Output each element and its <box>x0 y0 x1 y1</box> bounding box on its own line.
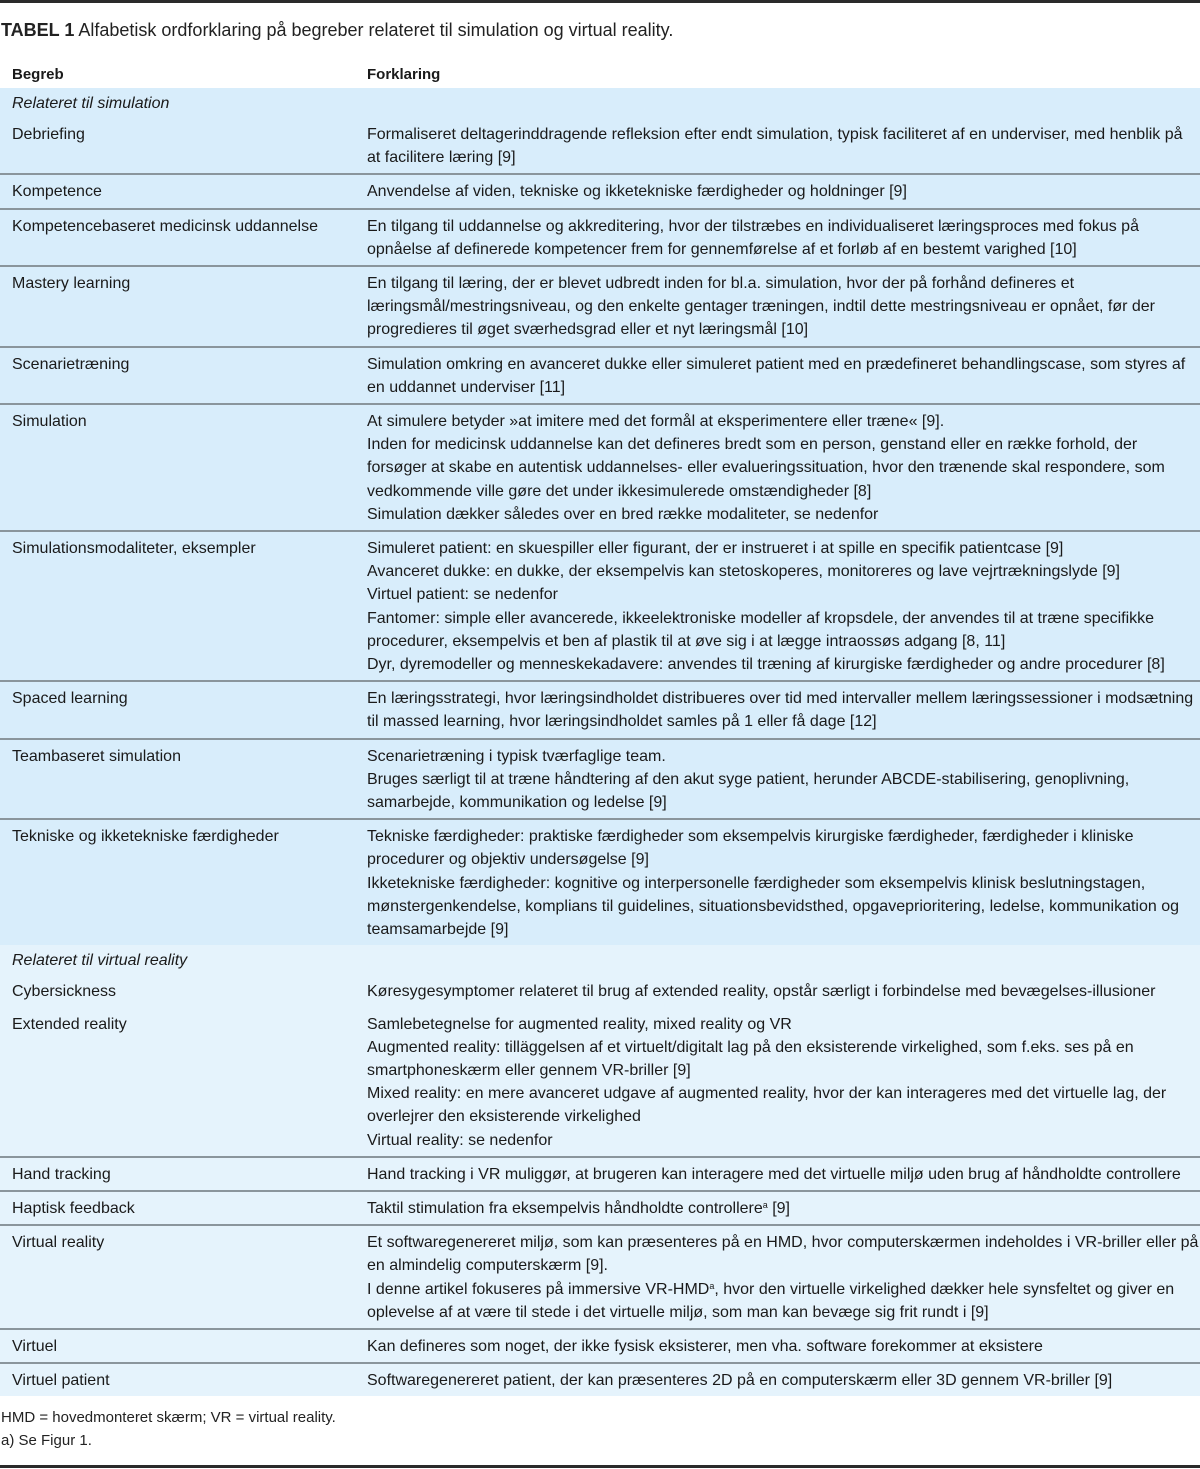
term-cell: Virtuel patient <box>12 1372 110 1390</box>
table-row-virtuel-patient <box>0 1362 1200 1396</box>
section-simulation <box>0 88 1200 945</box>
table-row-haptisk-feedback <box>0 1190 1200 1224</box>
table-row-hand-tracking <box>0 1156 1200 1190</box>
definition-cell <box>367 1369 1199 1392</box>
definition-line: Anvendelse af viden, tekniske og ikketekniske færdigheder og holdninger [9] <box>367 183 907 201</box>
definition-line: Augmented reality: tilläggelsen af et virtuelt/digitalt lag på den eksisterende virkelighed, som f.eks. ses på en smartphoneskærm eller gennem VR-briller [9] <box>367 1038 1134 1079</box>
definition-line: Scenarietræning i typisk tværfaglige team. <box>367 747 666 765</box>
definition-cell <box>367 1231 1199 1324</box>
term-cell: Virtual reality <box>12 1234 105 1252</box>
definition-line: Simulation omkring en avanceret dukke eller simuleret patient med en prædefineret behandlingscase, som styres af en uddannet underviser [11] <box>367 355 1186 396</box>
table-number: TABEL 1 <box>1 20 75 40</box>
footnote-a: a) Se Figur 1. <box>1 1432 92 1449</box>
term-cell: Haptisk feedback <box>12 1199 135 1217</box>
table-row-spaced-learning <box>0 680 1200 737</box>
footnote-marker: a <box>709 1280 715 1291</box>
definition-cell <box>367 825 1199 941</box>
table-footnotes <box>1 1406 336 1452</box>
section-virtual-reality <box>0 945 1200 1396</box>
definition-line: Tekniske færdigheder: praktiske færdigheder som eksempelvis kirurgiske færdigheder, færdigheder i kliniske procedurer og objektiv undersøgelse [9] <box>367 828 1134 869</box>
definition-cell <box>367 745 1199 815</box>
abbreviations-note: HMD = hovedmonteret skærm; VR = virtual reality. <box>1 1409 336 1426</box>
definition-line: Simuleret patient: en skuespiller eller figurant, der er instrueret i at spille en specifik patientcase [9] <box>367 540 1064 558</box>
definition-line: Kan defineres som noget, der ikke fysisk eksisterer, men vha. software forekommer at eksistere <box>367 1337 1043 1355</box>
definition-line: At simulere betyder »at imitere med det formål at eksperimentere eller træne« [9]. <box>367 413 945 431</box>
section-label: Relateret til virtual reality <box>12 952 188 970</box>
definition-line: Virtuel patient: se nedenfor <box>367 586 558 604</box>
table-title: Alfabetisk ordforklaring på begreber relateret til simulation og virtual reality. <box>78 20 674 40</box>
table-header-row <box>0 62 1200 88</box>
definition-text: I denne artikel fokuseres på immersive VR-HMD <box>367 1280 710 1298</box>
table-row-kompetence <box>0 173 1200 207</box>
definition-line: Mixed reality: en mere avanceret udgave af augmented reality, hvor der kan interageres med det virtuelle lag, der overlejrer den eksisterende virkelighed <box>367 1085 1167 1126</box>
definition-line: Formaliseret deltagerinddragende refleksion efter endt simulation, typisk faciliteret af en underviser, med henblik på at facilitere læring [9] <box>367 126 1183 167</box>
definition-line: Et softwaregenereret miljø, som kan præsenteres på en HMD, hvor computerskærmen indeholdes i VR-briller eller på en almindelig computerskærm [9]. <box>367 1234 1199 1275</box>
term-cell: Tekniske og ikketekniske færdigheder <box>12 828 279 846</box>
term-cell: Debriefing <box>12 126 85 143</box>
definition-line: En læringsstrategi, hvor læringsindholdet distribueres over tid med intervaller mellem læringssessioner i modsætning til massed learning, hvor læringsindholdet samles på 1 eller få dage [12] <box>367 690 1194 731</box>
top-rule <box>0 0 1200 3</box>
definition-cell <box>367 1163 1199 1186</box>
term-cell: Scenarietræning <box>12 355 130 373</box>
table-row-simulationsmodaliteter <box>0 530 1200 680</box>
table-row-mastery-learning <box>0 265 1200 346</box>
table-row-simulation <box>0 403 1200 530</box>
table-row-cybersickness <box>0 975 1200 1007</box>
header-term: Begreb <box>12 66 64 83</box>
section-label: Relateret til simulation <box>12 95 170 112</box>
definition-line: Hand tracking i VR muliggør, at brugeren kan interagere med det virtuelle miljø uden brug af håndholdte controllere <box>367 1165 1181 1183</box>
definition-cell <box>367 1197 1199 1220</box>
term-cell: Kompetencebaseret medicinsk uddannelse <box>12 217 318 235</box>
footnote-marker: a <box>762 1199 768 1210</box>
header-explanation: Forklaring <box>367 66 441 83</box>
bottom-rule <box>0 1465 1200 1468</box>
definition-text: Taktil stimulation fra eksempelvis håndholdte controllere <box>367 1199 763 1217</box>
term-cell: Teambaseret simulation <box>12 747 181 765</box>
definition-text: , hvor den virtuelle virkelighed dækker hele synsfeltet og giver en oplevelse af at være til stede i det virtuelle miljø, som man kan bevæge sig frit rundt i [9] <box>367 1280 1175 1321</box>
term-cell: Simulationsmodaliteter, eksempler <box>12 540 256 558</box>
term-cell: Extended reality <box>12 1015 127 1033</box>
definition-line: Samlebetegnelse for augmented reality, mixed reality og VR <box>367 1015 792 1033</box>
definition-cell <box>367 537 1199 676</box>
definition-line: Fantomer: simple eller avancerede, ikkeelektroniske modeller af kropsdele, der anvendes til at træne specifikke procedurer, eksempelvis et ben af plastik til at øve sig i at lægge intraossøs adgang [8, 11] <box>367 609 1155 650</box>
glossary-table <box>0 62 1200 1396</box>
table-row-virtuel <box>0 1328 1200 1362</box>
definition-cell <box>367 410 1199 526</box>
table-row-scenarietraening <box>0 346 1200 403</box>
definition-line: Inden for medicinsk uddannelse kan det defineres bredt som en person, genstand eller en række forhold, der forsøger at skabe en autentisk uddannelses- eller evalueringssituation, hvor den trænende skal respondere, som vedkommende ville gøre det under ikkesimulerede omstændigheder [8] <box>367 436 1165 500</box>
table-row-virtual-reality <box>0 1224 1200 1328</box>
definition-cell <box>367 687 1199 733</box>
definition-line: Virtual reality: se nedenfor <box>367 1131 553 1149</box>
definition-cell <box>367 353 1199 399</box>
term-cell: Kompetence <box>12 183 102 201</box>
definition-line <box>367 1278 1199 1324</box>
table-row-extended-reality <box>0 1008 1200 1156</box>
definition-cell <box>367 1013 1199 1152</box>
table-row-teambaseret-simulation <box>0 738 1200 819</box>
definition-cell <box>367 123 1199 169</box>
table-row-debriefing <box>0 118 1200 173</box>
definition-line: Avanceret dukke: en dukke, der eksempelvis kan stetoskoperes, monitoreres og lave vejrtrækningslyde [9] <box>367 563 1120 581</box>
definition-line <box>367 1197 1199 1220</box>
definition-cell <box>367 1335 1199 1358</box>
table-row-kompetencebaseret <box>0 208 1200 265</box>
citation: [9] <box>767 1199 790 1217</box>
definition-line: En tilgang til læring, der er blevet udbredt inden for bl.a. simulation, hvor der på forhånd defineres et læringsmål/mestringsniveau, og den enkelte gentager træningen, indtil dette mestringsniveau er opnået, før der progredieres til øget sværhedsgrad eller et nyt læringsmål [10] <box>367 275 1155 339</box>
definition-line: Køresygesymptomer relateret til brug af extended reality, opstår særligt i forbindelse med bevægelses-illusioner <box>367 983 1156 1001</box>
definition-line: Ikketekniske færdigheder: kognitive og interpersonelle færdigheder som eksempelvis klinisk beslutningstagen, mønstergenkendelse, komplians til guidelines, situationsbevidsthed, opgaveprioritering, ledelse, kommunikation og teamsamarbejde [9] <box>367 874 1180 939</box>
definition-line: Dyr, dyremodeller og menneskekadavere: anvendes til træning af kirurgiske færdigheder og andre procedurer [8] <box>367 656 1165 674</box>
term-cell: Simulation <box>12 413 87 431</box>
term-cell: Mastery learning <box>12 275 131 293</box>
definition-cell <box>367 272 1199 342</box>
term-cell: Virtuel <box>12 1337 58 1355</box>
term-cell: Hand tracking <box>12 1165 111 1183</box>
table-row-tekniske-faerdigheder <box>0 818 1200 945</box>
definition-line: En tilgang til uddannelse og akkreditering, hvor der tilstræbes en individualiseret læringsproces med fokus på opnåelse af definerede kompetencer frem for gennemførelse af et forløb af en bestemt varighed [10] <box>367 217 1139 258</box>
definition-line: Simulation dækker således over en bred række modaliteter, se nedenfor <box>367 505 879 523</box>
definition-cell <box>367 180 1199 203</box>
definition-line: Softwaregenereret patient, der kan præsenteres 2D på en computerskærm eller 3D gennem VR-briller [9] <box>367 1372 1113 1390</box>
table-caption <box>1 19 673 41</box>
term-cell: Cybersickness <box>12 983 117 1001</box>
definition-cell <box>367 215 1199 261</box>
definition-cell <box>367 980 1199 1003</box>
term-cell: Spaced learning <box>12 690 128 708</box>
definition-line: Bruges særligt til at træne håndtering af den akut syge patient, herunder ABCDE-stabilisering, genoplivning, samarbejde, kommunikation og ledelse [9] <box>367 770 1130 812</box>
